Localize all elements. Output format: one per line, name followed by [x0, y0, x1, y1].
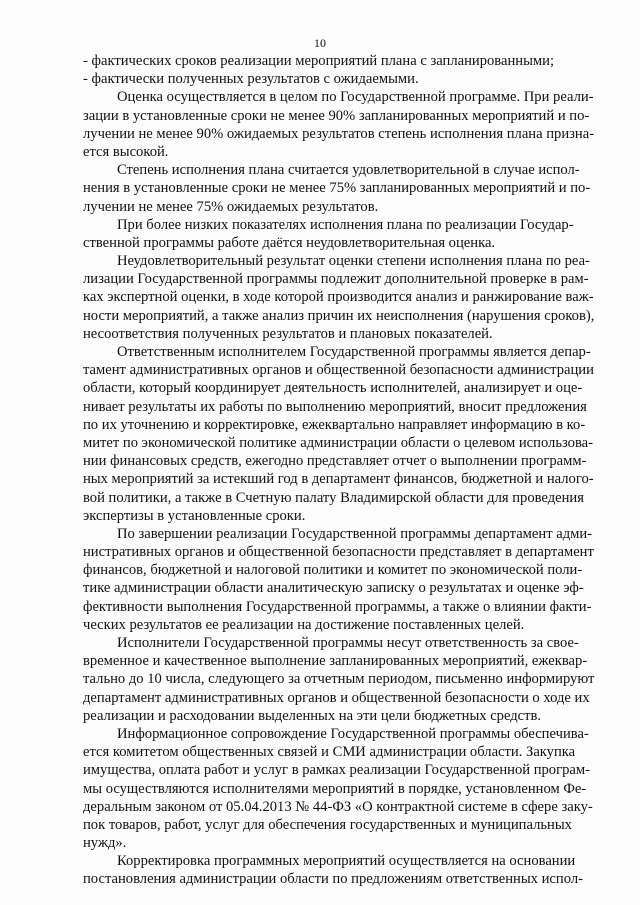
text-line: ности мероприятий, а также анализ причин их неисполнения (нарушения сроков),: [83, 307, 595, 324]
paragraph: [83, 70, 611, 88]
text-line: лучении не менее 90% ожидаемых результатов степень исполнения плана призна-: [83, 125, 595, 142]
text-line: тамент административных органов и общественной безопасности администрации: [83, 362, 594, 379]
text-line: нии финансовых средств, ежегодно представляет отчет о выполнении программ-: [83, 453, 587, 470]
text-line: Оценка осуществляется в целом по Государственной программе. При реали-: [117, 89, 594, 106]
paragraph: [83, 252, 611, 343]
paragraph: [83, 525, 611, 634]
text-line: экспертизы в установленные сроки.: [83, 507, 306, 524]
text-line: лизации Государственной программы подлежит дополнительной проверке в рам-: [83, 271, 589, 288]
text-line: нистративных органов и общественной безопасности представляет в департамент: [83, 544, 594, 561]
paragraph: [83, 88, 611, 161]
text-line: пок товаров, работ, услуг для обеспечения государственных и муниципальных: [83, 816, 572, 833]
paragraph: [83, 725, 611, 852]
text-line: постановления администрации области по предложениям ответственных испол-: [83, 871, 583, 888]
paragraph: [83, 161, 611, 216]
text-line: Ответственным исполнителем Государственной программы является депар-: [117, 344, 591, 360]
paragraph: [83, 52, 611, 70]
text-line: имущества, оплата работ и услуг в рамках реализации Государственной програм-: [83, 762, 590, 779]
text-line: мы осуществляются исполнителями мероприятий в порядке, установленном Фе-: [83, 780, 587, 797]
text-line: фективности выполнения Государственной программы, а также о влиянии факти-: [83, 598, 592, 615]
paragraph: [83, 634, 611, 725]
text-line: ственной программы работе даётся неудовлетворительная оценка.: [83, 234, 496, 251]
text-line: Неудовлетворительный результат оценки степени исполнения плана по реа-: [117, 253, 590, 270]
text-line: Исполнители Государственной программы несут ответственность за свое-: [117, 635, 579, 651]
text-line: лучении не менее 75% ожидаемых результатов.: [83, 198, 379, 215]
text-line: Степень исполнения плана считается удовлетворительной в случае испол-: [117, 162, 580, 179]
text-line: вой политики, а также в Счетную палату Владимирской области для проведения: [83, 489, 584, 506]
text-line: При более низких показателях исполнения плана по реализации Государ-: [117, 216, 574, 233]
text-line: митет по экономической политике администрации области о целевом использова-: [83, 434, 593, 451]
text-line: - фактических сроков реализации мероприятий плана с запланированными;: [83, 53, 555, 69]
text-line: нивает результаты их работы по выполнению мероприятий, вносит предложения: [83, 398, 587, 415]
text-line: ческих результатов ее реализации на достижение поставленных целей.: [83, 616, 525, 633]
text-line: реализации и расходовании выделенных на эти цели бюджетных средств.: [83, 707, 542, 724]
text-line: зации в установленные сроки не менее 90% запланированных мероприятий и по-: [83, 107, 590, 124]
text-line: департамент административных органов и общественной безопасности о ходе их: [83, 689, 590, 706]
text-line: несоответствия полученных результатов и плановых показателей.: [83, 325, 493, 342]
text-line: области, который координирует деятельность исполнителей, анализирует и оце-: [83, 380, 583, 397]
text-line: По завершении реализации Государственной программы департамент адми-: [117, 525, 593, 542]
text-line: финансов, бюджетной и налоговой политики и комитет по экономической поли-: [83, 562, 583, 579]
text-line: деральным законом от 05.04.2013 № 44-ФЗ «О контрактной системе в сфере заку-: [83, 798, 593, 815]
text-line: ется комитетом общественных связей и СМИ администрации области. Закупка: [83, 744, 576, 761]
text-line: нения в установленные сроки не менее 75% запланированных мероприятий и по-: [83, 180, 591, 197]
text-line: ках экспертной оценки, в ходе которой производится анализ и ранжирование важ-: [83, 289, 594, 306]
text-line: ется высокой.: [83, 143, 169, 160]
text-line: нужд».: [83, 835, 127, 852]
text-line: по их уточнению и корректировке, ежеквартально направляет информацию в ко-: [83, 416, 586, 433]
text-line: временное и качественное выполнение запланированных мероприятий, ежеквар-: [83, 653, 588, 670]
text-line: тально до 10 числа, следующего за отчетным периодом, письменно информируют: [83, 671, 595, 688]
page-number: 10: [314, 36, 326, 50]
text-line: Корректировка программных мероприятий осуществляется на основании: [117, 853, 576, 870]
text-line: Информационное сопровождение Государственной программы обеспечива-: [117, 725, 589, 742]
document-body: [83, 52, 611, 889]
text-line: тике администрации области аналитическую записку о результатах и оценке эф-: [83, 580, 584, 597]
paragraph: [83, 216, 611, 252]
paragraph: [83, 852, 611, 888]
text-line: ных мероприятий за истекший год в департамент финансов, бюджетной и налого-: [83, 471, 594, 488]
paragraph: [83, 343, 611, 525]
text-line: - фактически полученных результатов с ожидаемыми.: [83, 71, 419, 88]
